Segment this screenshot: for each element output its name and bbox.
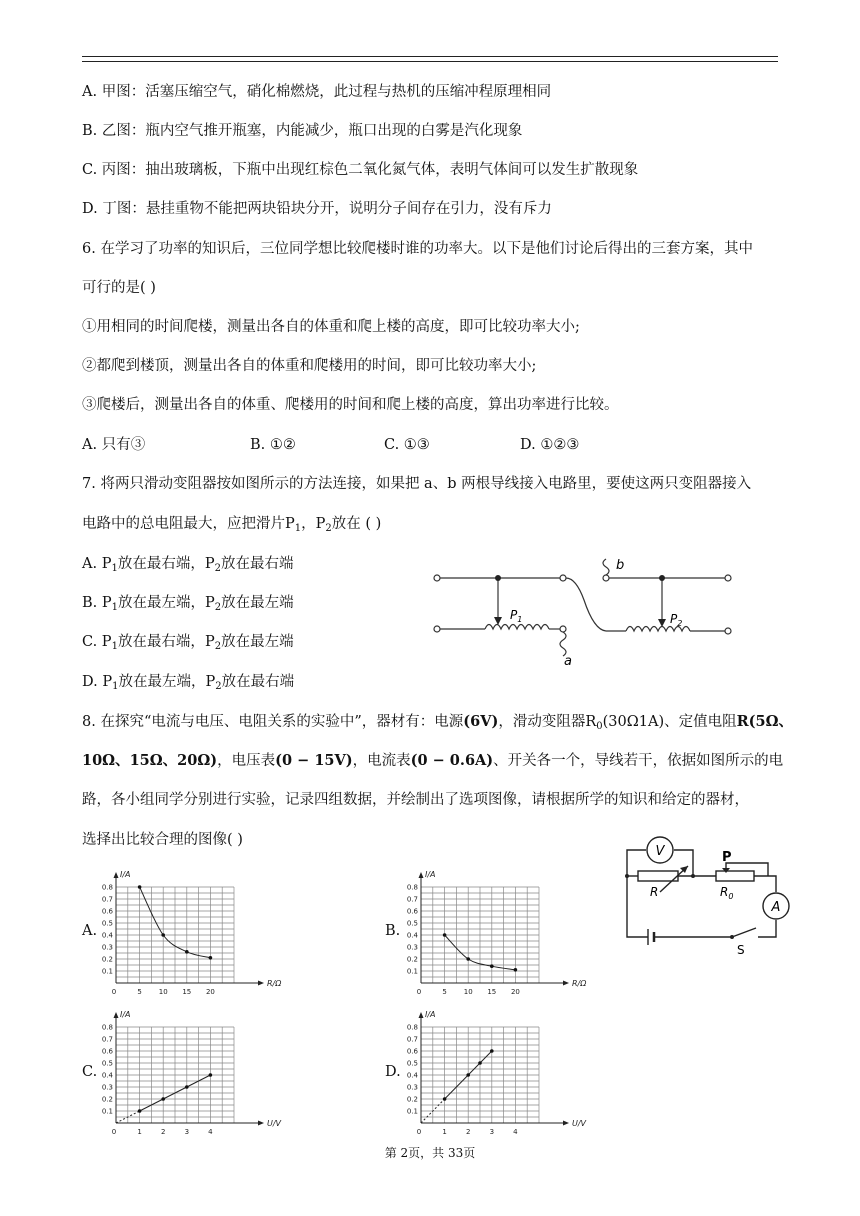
y-tick-label: 0.5: [101, 919, 113, 928]
x-tick-label: 4: [513, 1128, 518, 1136]
y-tick-label: 0.3: [406, 943, 418, 952]
y-axis-label: I/A: [120, 870, 131, 879]
data-point: [185, 950, 189, 954]
y-tick-label: 0.6: [101, 907, 113, 916]
y-tick-label: 0.1: [101, 967, 113, 976]
slider-label: P: [722, 850, 732, 865]
y-tick-label: 0.6: [101, 1047, 113, 1056]
y-tick-label: 0.2: [406, 1095, 418, 1104]
x-axis-label: U/V: [572, 1119, 587, 1128]
y-tick-label: 0.6: [406, 1047, 418, 1056]
chart-option-b: [403, 868, 587, 996]
q6-stem-line1: 6. 在学习了功率的知识后，三位同学想比较爬楼时谁的功率大。以下是他们讨论后得出的三套方案，其中: [82, 241, 753, 257]
y-tick-label: 0.6: [406, 907, 418, 916]
y-tick-label: 0.8: [406, 883, 418, 892]
q7-rheostat-figure: [430, 555, 740, 670]
q7-option-b: B. $P_1$放在最左端，$P_2$放在最左端: [82, 595, 294, 613]
x-tick-label: 0: [111, 1128, 117, 1136]
y-tick-label: 0.2: [406, 955, 418, 964]
y-tick-label: 0.8: [101, 1023, 113, 1032]
x-tick-label: 1: [442, 1128, 447, 1136]
chart-option-d: [403, 1008, 587, 1136]
resistor-label: R: [650, 885, 659, 899]
y-tick-label: 0.3: [101, 943, 113, 952]
q6-scheme-1: ①用相同的时间爬楼，测量出各自的体重和爬上楼的高度，即可比较功率大小;: [82, 319, 580, 335]
x-axis-arrow: [258, 981, 264, 986]
x-tick-label: 20: [510, 988, 520, 996]
data-point: [185, 1085, 189, 1089]
y-axis-label: I/A: [425, 1010, 436, 1019]
y-tick-label: 0.7: [101, 895, 113, 904]
data-point: [514, 968, 518, 972]
q8-stem-line2: 10Ω、15Ω、20Ω)，电压表(0 − 15V)，电流表(0 − 0.6A)、开关各一个，导线若干，依据如图所示的电: [82, 752, 784, 769]
x-axis-label: R/Ω: [572, 979, 587, 988]
x-tick-label: 10: [158, 988, 168, 996]
q6-scheme-3: ③爬楼后，测量出各自的体重、爬楼用的时间和爬上楼的高度，算出功率进行比较。: [82, 397, 619, 413]
y-tick-label: 0.7: [406, 895, 418, 904]
q8-option-c-label: C.: [82, 1064, 98, 1080]
q6-scheme-2: ②都爬到楼顶，测量出各自的体重和爬楼用的时间，即可比较功率大小;: [82, 358, 537, 374]
q7-option-a: A. $P_1$放在最右端，$P_2$放在最右端: [82, 556, 294, 574]
voltmeter-label: V: [655, 844, 665, 859]
y-tick-label: 0.5: [406, 1059, 418, 1068]
q7-stem-line2: 电路中的总电阻最大，应把滑片$P_1$，$P_2$放在 ( ): [82, 516, 382, 534]
x-tick-label: 0: [111, 988, 117, 996]
x-tick-label: 10: [463, 988, 473, 996]
data-point: [209, 956, 213, 960]
x-tick-label: 5: [137, 988, 142, 996]
header-rule-thick: [82, 56, 778, 57]
x-tick-label: 1: [137, 1128, 142, 1136]
data-point: [490, 1049, 494, 1053]
y-tick-label: 0.1: [101, 1107, 113, 1116]
y-axis-arrow: [114, 872, 119, 878]
q6-stem-line2: 可行的是( ): [82, 280, 156, 296]
q6-option-b: B. ①②: [250, 437, 296, 453]
data-point: [138, 885, 142, 889]
label-p2: $P_2$: [670, 612, 683, 628]
y-tick-label: 0.5: [406, 919, 418, 928]
data-point: [161, 933, 165, 937]
y-tick-label: 0.4: [406, 1071, 418, 1080]
rheostat-label: $R_0$: [720, 885, 734, 901]
x-tick-label: 2: [465, 1128, 471, 1136]
label-a: a: [564, 654, 572, 669]
chart-option-a: [98, 868, 282, 996]
q5-option-c: C. 丙图：抽出玻璃板，下瓶中出现红棕色二氧化氮气体，表明气体间可以发生扩散现象: [82, 162, 639, 178]
data-point: [478, 1061, 482, 1065]
q5-option-b: B. 乙图：瓶内空气推开瓶塞，内能减少，瓶口出现的白雾是汽化现象: [82, 123, 523, 139]
x-tick-label: 0: [416, 1128, 422, 1136]
x-tick-label: 3: [184, 1128, 190, 1136]
chart-option-c: [98, 1008, 282, 1136]
q6-option-a: A. 只有③: [82, 437, 146, 453]
y-tick-label: 0.1: [406, 1107, 418, 1116]
y-tick-label: 0.5: [101, 1059, 113, 1068]
q8-option-d-label: D.: [385, 1064, 401, 1080]
q8-stem-line1: 8. 在探究“电流与电压、电阻关系的实验中”，器材有：电源(6V)，滑动变阻器$R_0(30\Omega 1A)$、定值电阻R(5Ω、: [82, 713, 794, 732]
x-tick-label: 0: [416, 988, 422, 996]
q8-stem-line3: 路，各小组同学分别进行实验，记录四组数据，并绘制出了选项图像，请根据所学的知识和给定的器材，: [82, 792, 749, 808]
y-tick-label: 0.4: [406, 931, 418, 940]
header-rule-thin: [82, 61, 778, 62]
q7-option-c: C. $P_1$放在最右端，$P_2$放在最左端: [82, 634, 294, 652]
q7-option-d: D. $P_1$放在最左端，$P_2$放在最右端: [82, 674, 295, 692]
y-tick-label: 0.3: [406, 1083, 418, 1092]
x-tick-label: 20: [205, 988, 215, 996]
y-tick-label: 0.2: [101, 955, 113, 964]
x-axis-label: R/Ω: [267, 979, 282, 988]
q5-option-a: A. 甲图：活塞压缩空气，硝化棉燃烧，此过程与热机的压缩冲程原理相同: [82, 84, 552, 100]
data-point: [209, 1073, 213, 1077]
y-axis-arrow: [419, 872, 424, 878]
label-b: b: [616, 558, 625, 573]
data-point: [490, 964, 494, 968]
x-axis-label: U/V: [267, 1119, 282, 1128]
y-tick-label: 0.8: [406, 1023, 418, 1032]
data-point: [443, 1097, 447, 1101]
x-tick-label: 3: [489, 1128, 495, 1136]
q7-stem-line1: 7. 将两只滑动变阻器按如图所示的方法连接，如果把 a、b 两根导线接入电路里，要使这两只变阻器接入: [82, 476, 752, 492]
x-tick-label: 5: [442, 988, 447, 996]
q8-circuit-diagram: [620, 836, 796, 956]
y-tick-label: 0.3: [101, 1083, 113, 1092]
y-tick-label: 0.2: [101, 1095, 113, 1104]
y-tick-label: 0.7: [406, 1035, 418, 1044]
q6-option-d: D. ①②③: [520, 437, 580, 453]
x-tick-label: 2: [160, 1128, 166, 1136]
x-axis-arrow: [563, 981, 569, 986]
y-tick-label: 0.4: [101, 931, 113, 940]
y-tick-label: 0.7: [101, 1035, 113, 1044]
x-tick-label: 15: [487, 988, 497, 996]
ammeter-label: A: [771, 900, 781, 915]
y-tick-label: 0.8: [101, 883, 113, 892]
data-point: [443, 933, 447, 937]
page-footer: 第 2页，共 33页: [384, 1146, 476, 1160]
y-axis-arrow: [419, 1012, 424, 1018]
switch-label: S: [737, 943, 745, 957]
q8-stem-line4: 选择出比较合理的图像( ): [82, 832, 243, 848]
data-point: [466, 957, 470, 961]
q8-option-b-label: B.: [385, 923, 401, 939]
data-point: [138, 1109, 142, 1113]
data-point: [161, 1097, 165, 1101]
x-tick-label: 15: [182, 988, 192, 996]
x-axis-arrow: [258, 1121, 264, 1126]
y-axis-arrow: [114, 1012, 119, 1018]
q6-option-c: C. ①③: [384, 437, 430, 453]
y-axis-label: I/A: [425, 870, 436, 879]
label-p1: $P_1$: [510, 608, 523, 624]
y-tick-label: 0.1: [406, 967, 418, 976]
y-axis-label: I/A: [120, 1010, 131, 1019]
q8-option-a-label: A.: [82, 923, 98, 939]
data-point: [466, 1073, 470, 1077]
x-tick-label: 4: [208, 1128, 213, 1136]
y-tick-label: 0.4: [101, 1071, 113, 1080]
x-axis-arrow: [563, 1121, 569, 1126]
q5-option-d: D. 丁图：悬挂重物不能把两块铅块分开，说明分子间存在引力，没有斥力: [82, 201, 552, 217]
